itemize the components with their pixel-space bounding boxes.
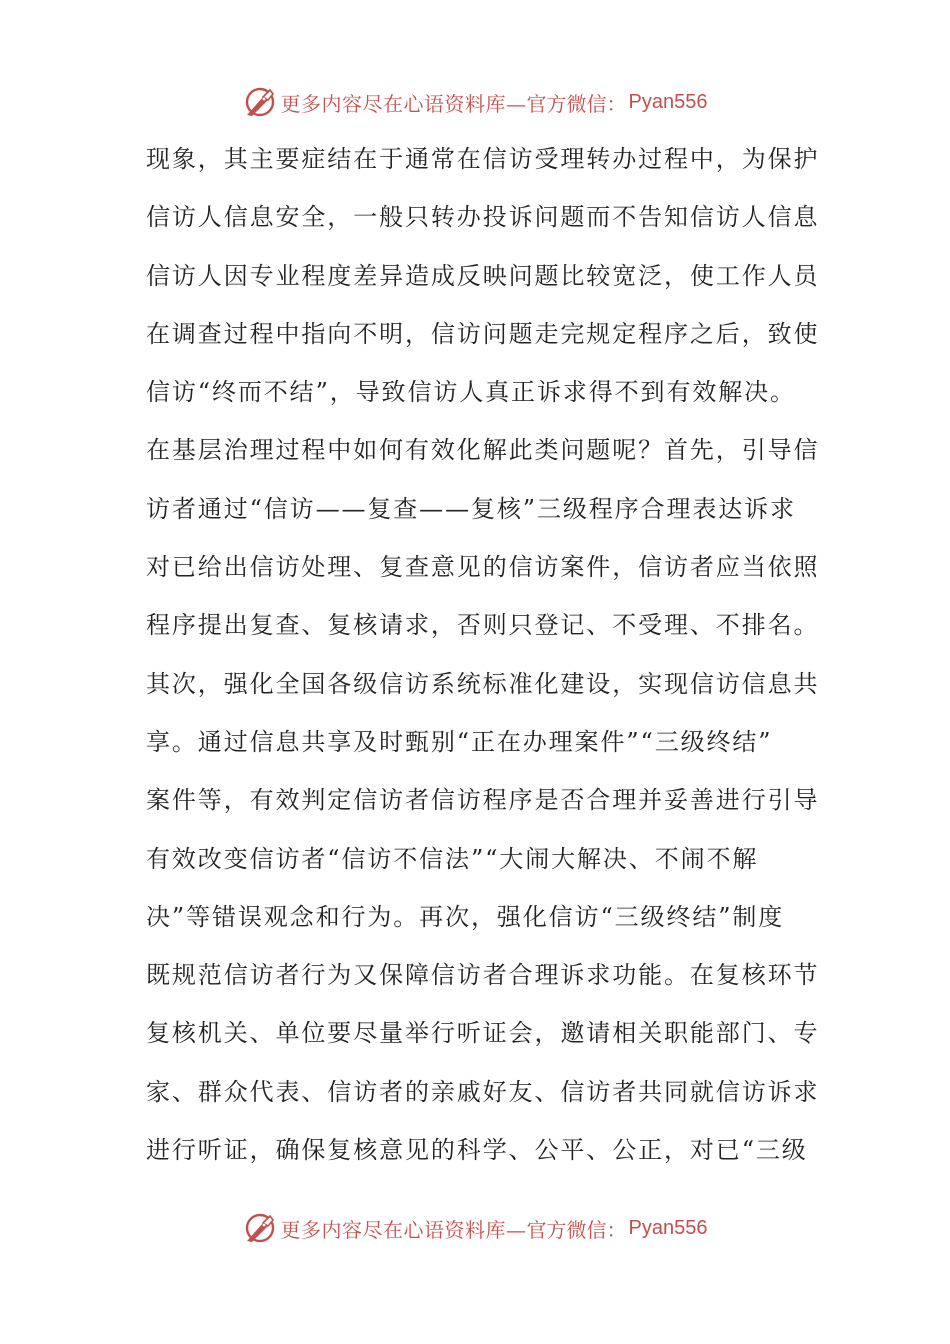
pen-nib-circle-icon bbox=[243, 85, 277, 119]
text-line: 信访人因专业程度差异造成反映问题比较宽泛，使工作人员 bbox=[146, 261, 820, 290]
text-line: 其次，强化全国各级信访系统标准化建设，实现信访信息共 bbox=[146, 669, 820, 698]
text-line: 既规范信访者行为又保障信访者合理诉求功能。在复核环节 bbox=[146, 961, 820, 990]
text-line: 信访“终而不结”，导致信访人真正诉求得不到有效解决。 bbox=[146, 378, 796, 407]
text-line: 在基层治理过程中如何有效化解此类问题呢？首先，引导信 bbox=[146, 436, 820, 465]
document-body bbox=[146, 130, 820, 1179]
text-line: 决”等错误观念和行为。再次，强化信访“三级终结”制度 bbox=[146, 902, 785, 931]
text-line: 信访人信息安全，一般只转办投诉问题而不告知信访人信息 bbox=[146, 203, 820, 232]
text-line: 享。通过信息共享及时甄别“正在办理案件”“三级终结” bbox=[146, 727, 773, 756]
banner-wechat-id: Pyan556 bbox=[628, 1216, 708, 1239]
text-line: 案件等，有效判定信访者信访程序是否合理并妥善进行引导 bbox=[146, 786, 820, 815]
text-line: 现象，其主要症结在于通常在信访受理转办过程中，为保护 bbox=[146, 145, 820, 173]
text-line: 家、群众代表、信访者的亲戚好友、信访者共同就信访诉求 bbox=[146, 1077, 820, 1106]
banner-main-text: 更多内容尽在心语资料库— bbox=[280, 91, 527, 116]
banner-wechat-id: Pyan556 bbox=[628, 90, 708, 113]
text-line: 进行听证，确保复核意见的科学、公平、公正，对已“三级 bbox=[146, 1136, 808, 1165]
header-banner bbox=[0, 82, 950, 122]
footer-banner bbox=[0, 1208, 950, 1248]
banner-main-text: 更多内容尽在心语资料库— bbox=[280, 1217, 527, 1242]
text-line: 对已给出信访处理、复查意见的信访案件，信访者应当依照 bbox=[146, 553, 820, 582]
text-line: 复核机关、单位要尽量举行听证会，邀请相关职能部门、专 bbox=[146, 1019, 820, 1048]
text-line: 程序提出复查、复核请求，否则只登记、不受理、不排名。 bbox=[146, 611, 820, 640]
banner-wechat-label: 官方微信： bbox=[526, 91, 627, 116]
pen-nib-circle-icon bbox=[243, 1211, 277, 1245]
text-line: 访者通过“信访——复查——复核”三级程序合理表达诉求 bbox=[146, 494, 796, 523]
banner-wechat-label: 官方微信： bbox=[526, 1217, 627, 1242]
text-line: 在调查过程中指向不明，信访问题走完规定程序之后，致使 bbox=[146, 319, 820, 348]
text-line: 有效改变信访者“信访不信法”“大闹大解决、不闹不解 bbox=[146, 844, 759, 873]
